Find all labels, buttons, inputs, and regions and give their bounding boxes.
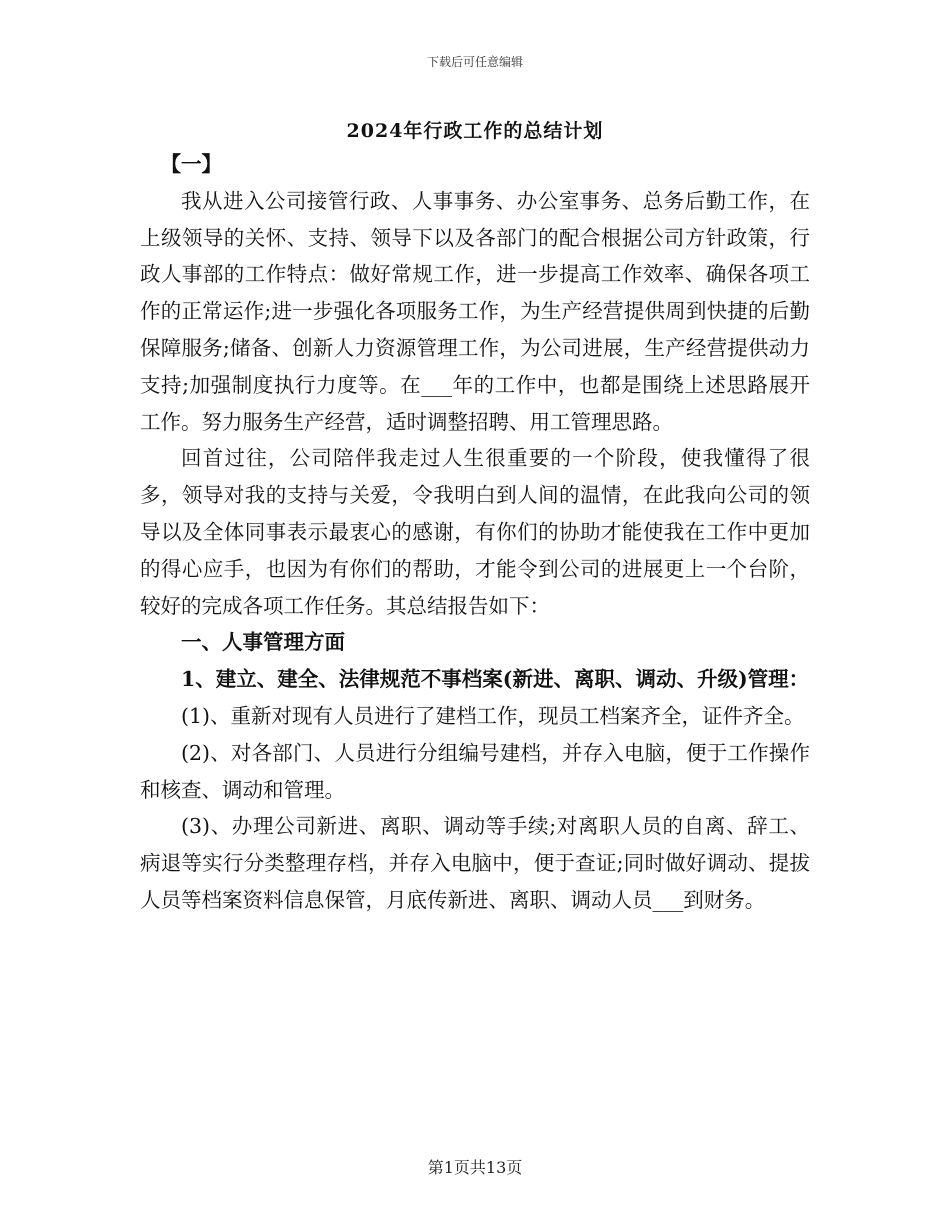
header-note: 下载后可任意编辑 bbox=[426, 55, 523, 69]
page-footer: 第1页共13页 bbox=[427, 1158, 523, 1177]
list-item-2: (2)、对各部门、人员进行分组编号建档，并存入电脑，便于工作操作和核查、调动和管理。 bbox=[140, 740, 810, 802]
heading-archives: 1、建立、建全、法律规范不事档案(新进、离职、调动、升级)管理： bbox=[181, 667, 810, 692]
section-tag: 【一】 bbox=[160, 152, 222, 176]
list-item-3: (3)、办理公司新进、离职、调动等手续;对离职人员的自离、辞工、病退等实行分类整理存档，并存入电脑中，便于查证;同时做好调动、提拔人员等档案资料信息保管，月底传新进、离职、调动人员___到财务。 bbox=[140, 814, 810, 912]
document-title: 2024年行政工作的总结计划 bbox=[346, 120, 604, 142]
paragraph-review: 回首过往，公司陪伴我走过人生很重要的一个阶段，使我懂得了很多，领导对我的支持与关爱，令我明白到人间的温情，在此我向公司的领导以及全体同事表示最衷心的感谢，有你们的协助才能使我在工作中更加的得心应手，也因为有你们的帮助，才能令到公司的进展更上一个台阶，较好的完成各项工作任务。其总结报告如下： bbox=[140, 446, 810, 618]
document-body bbox=[140, 146, 810, 919]
heading-personnel: 一、人事管理方面 bbox=[181, 630, 345, 655]
paragraph-intro: 我从进入公司接管行政、人事事务、办公室事务、总务后勤工作，在上级领导的关怀、支持、领导下以及各部门的配合根据公司方针政策，行政人事部的工作特点：做好常规工作，进一步提高工作效率、确保各项工作的正常运作;进一步强化各项服务工作，为生产经营提供周到快捷的后勤保障服务;储备、创新人力资源管理工作，为公司进展，生产经营提供动力支持;加强制度执行力度等。在___年的工作中，也都是围绕上述思路展开工作。努力服务生产经营，适时调整招聘、用工管理思路。 bbox=[140, 188, 810, 434]
list-item-1: (1)、重新对现有人员进行了建档工作，现员工档案齐全，证件齐全。 bbox=[181, 703, 805, 728]
